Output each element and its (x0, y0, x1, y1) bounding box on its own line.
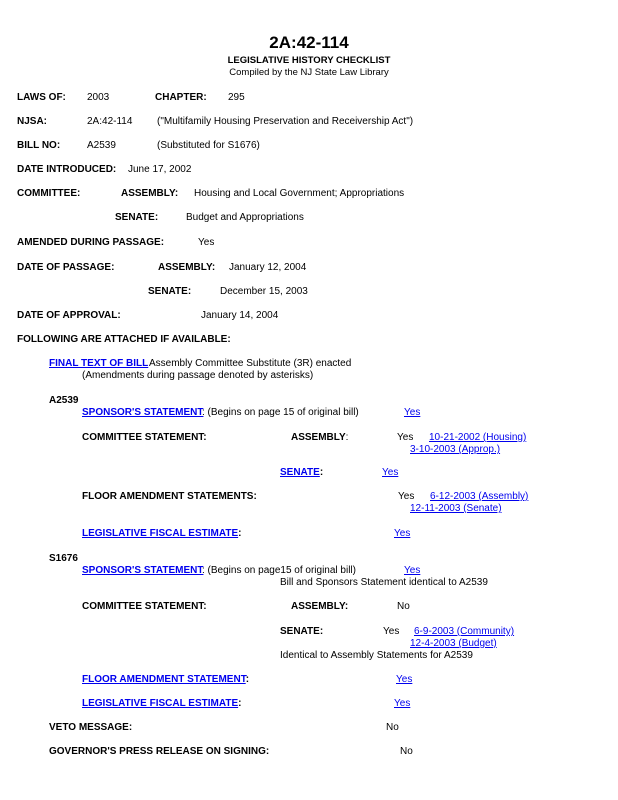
a2539-sponsor-statement-link[interactable]: SPONSOR'S STATEMENT (82, 407, 204, 418)
press-release-value: No (400, 746, 413, 757)
a2539-floor-yes: Yes (398, 491, 415, 502)
amended-value: Yes (198, 237, 215, 248)
s1676-senate-note: Identical to Assembly Statements for A2539 (280, 650, 473, 661)
s1676-committee-label: COMMITTEE STATEMENT: (82, 601, 207, 612)
a2539-assembly-label-text: ASSEMBLY (291, 432, 346, 443)
committee-senate-label: SENATE: (115, 212, 159, 223)
date-of-approval-value: January 14, 2004 (201, 310, 279, 321)
s1676-sponsor-statement-link[interactable]: SPONSOR'S STATEMENT (82, 565, 204, 576)
a2539-fiscal-yes-link[interactable]: Yes (394, 528, 411, 539)
committee-assembly-label: ASSEMBLY: (121, 188, 179, 199)
passage-assembly-label: ASSEMBLY: (158, 262, 216, 273)
s1676-fiscal-link[interactable]: LEGISLATIVE FISCAL ESTIMATE (82, 698, 239, 709)
amended-label: AMENDED DURING PASSAGE: (17, 237, 165, 248)
passage-senate-value: December 15, 2003 (220, 286, 308, 297)
laws-of-value: 2003 (87, 92, 110, 103)
veto-label: VETO MESSAGE: (49, 722, 133, 733)
attached-heading: FOLLOWING ARE ATTACHED IF AVAILABLE: (17, 334, 231, 345)
final-text-link[interactable]: FINAL TEXT OF BILL (49, 358, 149, 369)
s1676-floor-link[interactable]: FLOOR AMENDMENT STATEMENT (82, 674, 246, 685)
press-release-label: GOVERNOR'S PRESS RELEASE ON SIGNING: (49, 746, 270, 757)
act-name: ("Multifamily Housing Preservation and Receivership Act") (157, 116, 414, 127)
document-subtitle: LEGISLATIVE HISTORY CHECKLIST (227, 55, 391, 66)
a2539-sponsor-desc: : (Begins on page 15 of original bill) (202, 407, 359, 418)
passage-senate-label: SENATE: (148, 286, 192, 297)
a2539-fiscal-link[interactable]: LEGISLATIVE FISCAL ESTIMATE (82, 528, 239, 539)
date-introduced-label: DATE INTRODUCED: (17, 164, 117, 175)
date-of-passage-label: DATE OF PASSAGE: (17, 262, 115, 273)
s1676-fiscal-yes-link[interactable]: Yes (394, 698, 411, 709)
a2539-assembly-statement-link-housing[interactable]: 10-21-2002 (Housing) (429, 432, 527, 443)
a2539-fiscal-colon: : (238, 528, 242, 539)
a2539-assembly-colon: : (345, 432, 349, 443)
final-text-desc: Assembly Committee Substitute (3R) enacted (149, 358, 352, 369)
chapter-label: CHAPTER: (155, 92, 207, 103)
s1676-assembly-label: ASSEMBLY: (291, 601, 349, 612)
s1676-senate-yes: Yes (383, 626, 400, 637)
veto-value: No (386, 722, 399, 733)
s1676-fiscal-label (82, 698, 241, 710)
a2539-senate-yes-link[interactable]: Yes (382, 467, 399, 478)
a2539-senate-colon: : (319, 467, 324, 478)
s1676-sponsor-note: Bill and Sponsors Statement identical to A2539 (280, 577, 488, 588)
a2539-assembly-yes: Yes (397, 432, 414, 443)
final-text-note: (Amendments during passage denoted by asterisks) (82, 370, 314, 381)
chapter-value: 295 (228, 92, 245, 103)
compiled-by: Compiled by the NJ State Law Library (229, 67, 389, 78)
a2539-assembly-label (291, 432, 348, 444)
a2539-sponsor-yes-link[interactable]: Yes (404, 407, 421, 418)
committee-senate-value: Budget and Appropriations (186, 212, 304, 223)
s1676-floor-label (82, 674, 249, 686)
laws-of-label: LAWS OF: (17, 92, 66, 103)
s1676-senate-link-budget[interactable]: 12-4-2003 (Budget) (410, 638, 497, 649)
a2539-senate-label (280, 467, 323, 479)
s1676-fiscal-colon: : (238, 698, 242, 709)
njsa-label: NJSA: (17, 116, 48, 127)
s1676-label: S1676 (49, 553, 78, 564)
s1676-sponsor-desc: : (Begins on page15 of original bill) (202, 565, 356, 576)
a2539-committee-label: COMMITTEE STATEMENT: (82, 432, 207, 443)
a2539-fiscal-label (82, 528, 241, 540)
substituted-note: (Substituted for S1676) (157, 140, 260, 151)
committee-label: COMMITTEE: (17, 188, 81, 199)
a2539-floor-link-assembly[interactable]: 6-12-2003 (Assembly) (430, 491, 529, 502)
s1676-floor-yes-link[interactable]: Yes (396, 674, 413, 685)
date-introduced-value: June 17, 2002 (128, 164, 192, 175)
bill-no-label: BILL NO: (17, 140, 61, 151)
a2539-senate-link[interactable]: SENATE (280, 467, 320, 478)
a2539-floor-label: FLOOR AMENDMENT STATEMENTS: (82, 491, 257, 502)
a2539-assembly-statement-link-approp[interactable]: 3-10-2003 (Approp.) (410, 444, 501, 455)
s1676-senate-link-community[interactable]: 6-9-2003 (Community) (414, 626, 515, 637)
s1676-sponsor-yes-link[interactable]: Yes (404, 565, 421, 576)
njsa-value: 2A:42-114 (87, 116, 133, 127)
s1676-assembly-value: No (397, 601, 410, 612)
committee-assembly-value: Housing and Local Government; Appropriations (194, 188, 405, 199)
passage-assembly-value: January 12, 2004 (229, 262, 307, 273)
a2539-floor-link-senate[interactable]: 12-11-2003 (Senate) (410, 503, 502, 514)
s1676-senate-label: SENATE: (280, 626, 324, 637)
page-title: 2A:42-114 (269, 33, 349, 52)
s1676-floor-colon: : (245, 674, 250, 685)
date-of-approval-label: DATE OF APPROVAL: (17, 310, 121, 321)
a2539-label: A2539 (49, 395, 79, 406)
bill-no-value: A2539 (87, 140, 116, 151)
